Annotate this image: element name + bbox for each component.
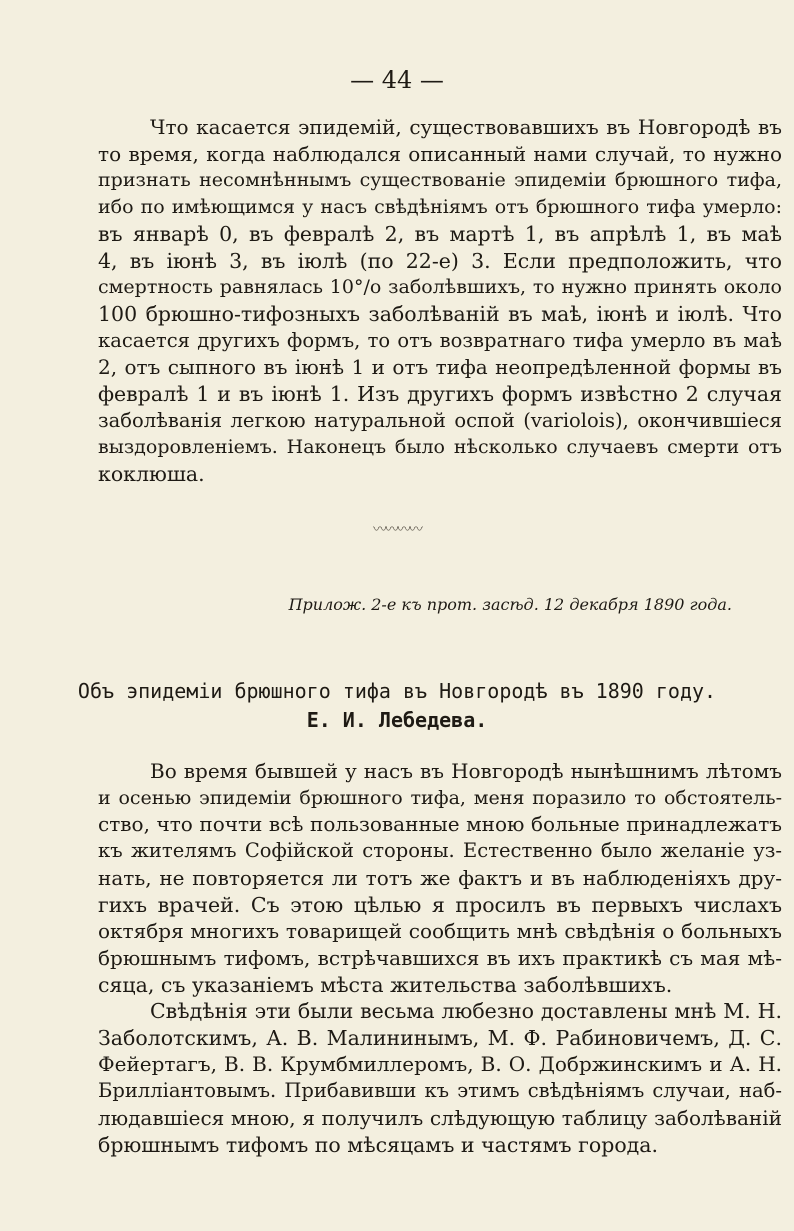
paragraph-sources	[98, 998, 782, 1158]
text-line: Что касается эпидемій, существовавшихъ въ Новгородѣ въ	[150, 115, 782, 139]
text-line: сяца, съ указаніемъ мѣста жительства заболѣвшихъ.	[98, 972, 673, 997]
text-line: февралѣ 1 и въ іюнѣ 1. Изъ другихъ формъ извѣстно 2 случая	[98, 382, 782, 407]
text-line: и осенью эпидеміи брюшного тифа, меня поразило то обстоятель-	[98, 786, 782, 809]
text-line: Фейертагъ, В. В. Крумбмиллеромъ, В. О. Добржинскимъ и А. Н.	[98, 1052, 782, 1077]
text-line: то время, когда наблюдался описанный нами случай, то нужно	[98, 141, 782, 166]
text-line: октября многихъ товарищей сообщить мнѣ свѣдѣнія о больныхъ	[98, 919, 782, 944]
text-line: Свѣдѣнія эти были весьма любезно доставлены мнѣ М. Н.	[150, 999, 782, 1023]
paragraph-introduction	[98, 758, 782, 998]
text-line: ибо по имѣющимся у насъ свѣдѣніямъ отъ брюшного тифа умерло:	[98, 196, 782, 219]
paragraph-epidemics	[98, 114, 782, 488]
section-ornament: 〰〰〰〰	[373, 522, 421, 538]
text-line: выздоровленіемъ. Наконецъ было нѣсколько случаевъ смерти отъ	[98, 436, 782, 459]
text-line: брюшнымъ тифомъ по мѣсяцамъ и частямъ города.	[98, 1132, 659, 1157]
text-line: Во время бывшей у насъ въ Новгородѣ нынѣшнимъ лѣтомъ	[150, 759, 782, 783]
text-line: гихъ врачей. Съ этою цѣлью я просилъ въ первыхъ числахъ	[98, 892, 782, 917]
text-line: ство, что почти всѣ пользованные мною больные принадлежатъ	[98, 812, 782, 837]
text-line: Заболотскимъ, А. В. Малининымъ, М. Ф. Рабиновичемъ, Д. С.	[98, 1025, 782, 1050]
appendix-note: Прилож. 2-е къ прот. засѣд. 12 декабря 1890 года.	[288, 595, 732, 614]
text-line: коклюша.	[98, 462, 205, 487]
text-line: въ январѣ 0, въ февралѣ 2, въ мартѣ 1, въ апрѣлѣ 1, въ маѣ	[98, 221, 782, 246]
text-line: смертность равнялась 10°/о заболѣвшихъ, то нужно принять около	[98, 276, 782, 299]
text-line: брюшнымъ тифомъ, встрѣчавшихся въ ихъ практикѣ съ мая мѣ-	[98, 945, 782, 970]
text-line: заболѣванія легкою натуральной оспой (varioloіs), окончившіеся	[98, 408, 782, 432]
text-line: къ жителямъ Софійской стороны. Естественно было желаніе уз-	[98, 839, 782, 863]
text-line: 4, въ іюнѣ 3, въ іюлѣ (по 22-е) 3. Если предположить, что	[98, 248, 782, 273]
text-line: Бриллiантовымъ. Прибавивши къ этимъ свѣдѣніямъ случаи, наб-	[98, 1079, 782, 1103]
text-line: 100 брюшно-тифозныхъ заболѣваній въ маѣ, іюнѣ и іюлѣ. Что	[98, 301, 782, 326]
text-line: 2, отъ сыпного въ іюнѣ 1 и отъ тифа неопредѣленной формы въ	[98, 355, 782, 380]
text-line: признать несомнѣннымъ существованіе эпидеміи брюшного тифа,	[98, 169, 782, 192]
article-author: Е. И. Лебедева.	[306, 708, 488, 732]
article-title: Объ эпидеміи брюшного тифа въ Новгородѣ въ 1890 году.	[77, 679, 717, 703]
page-number: — 44 —	[350, 66, 444, 94]
text-line: касается другихъ формъ, то отъ возвратнаго тифа умерло въ маѣ	[98, 328, 782, 352]
text-line: людавшіеся мною, я получилъ слѣдующую таблицу заболѣваній	[98, 1105, 782, 1130]
text-line: нать, не повторяется ли тотъ же фактъ и въ наблюденіяхъ дру-	[98, 865, 782, 890]
